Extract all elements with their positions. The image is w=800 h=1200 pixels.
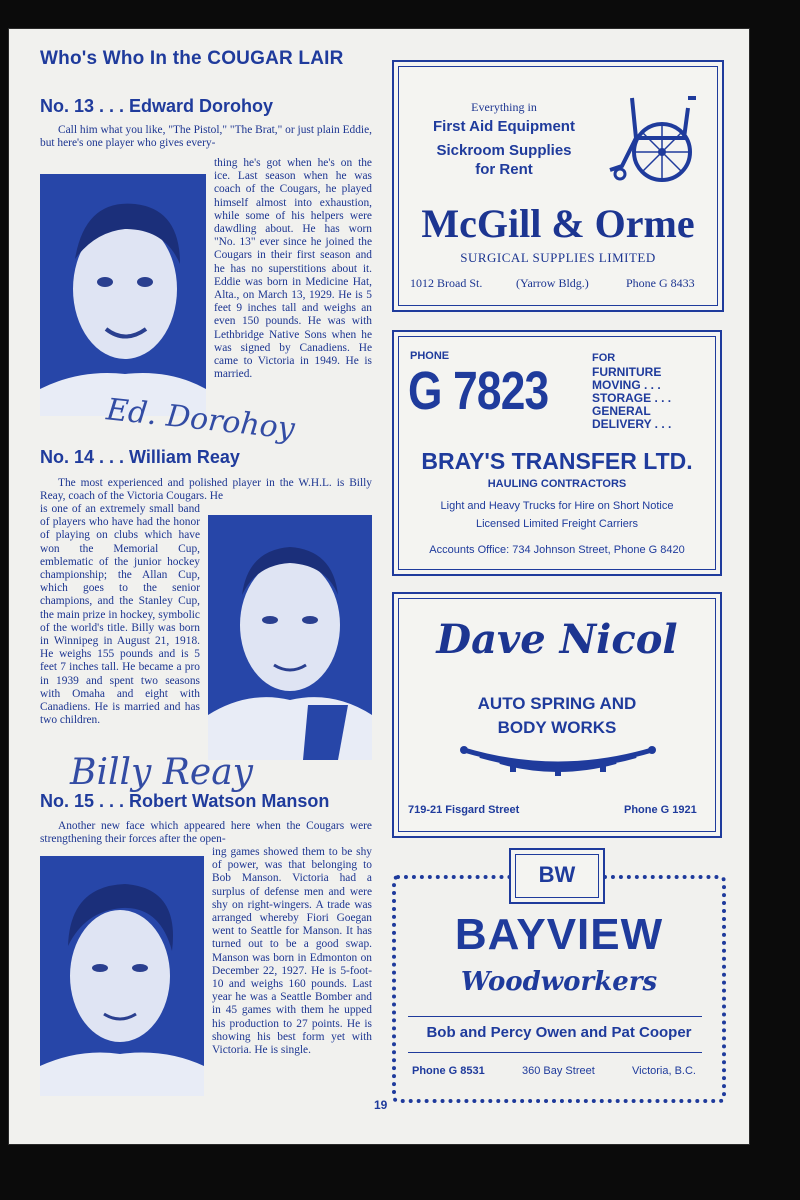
ad-brays-sub: HAULING CONTRACTORS: [487, 478, 627, 490]
player-bio-dorohoy: thing he's got when he's on the ice. Last season when he was coach of the Cougars, he played himself almost into exhaustion, while some of his helpers were dawdling about. He has worn "No. 13" ever since he joined the Cougars in their first season and he has no superstitions about it. Eddie was born in Medicine Hat, Alta., on March 13, 1929. He is 5 feet 9 inches tall and weighs an even 150 pounds. He was with Lethbridge Native Sons when he was signed by Canadiens. He came to Victoria in 1949. He is married.: [214, 157, 372, 381]
ad-bayview-sub: Woodworkers: [460, 967, 658, 997]
page-header: Who's Who In the COUGAR LAIR: [40, 48, 344, 69]
ad-mcgill-line3: Sickroom Supplies: [436, 142, 572, 159]
player-title-reay: No. 14 . . . William Reay: [40, 447, 240, 467]
ad-brays-line2: Licensed Limited Freight Carriers: [475, 518, 638, 530]
ad-mcgill-line1: Everything in: [471, 100, 537, 114]
ad-bayview-owners: Bob and Percy Owen and Pat Cooper: [426, 1024, 692, 1041]
ad-brays-accounts: Accounts Office: 734 Johnson Street, Phone G 8420: [429, 544, 685, 556]
ad-brays-name: BRAY'S TRANSFER LTD.: [421, 448, 693, 474]
player-bio-manson: ing games showed them to be shy of power, was that belonging to Bob Manson. Victoria had a surplus of defense men and were shy on right-wingers. A trade was arranged whereby Fiori Goegan went to Seattle for Manson. It has turned out to be a good swap. Manson was born in Edmonton on December 22, 1927. He is 5-foot-10 and weighs 160 pounds. Last year he was a Seattle Bomber and in 45 games with them he upped his production to 27 points. He is showing his best form yet with Victoria. He is single.: [212, 846, 372, 1057]
ad-nicol-line1: AUTO SPRING AND: [477, 694, 637, 713]
ad-nicol-line2: BODY WORKS: [497, 718, 617, 737]
player-photo-dorohoy: [40, 174, 206, 416]
signature-dorohoy: Ed. Dorohoy: [104, 392, 297, 447]
ad-mcgill-name: McGill & Orme: [421, 201, 695, 246]
signature-reay: Billy Reay: [70, 752, 253, 793]
ad-mcgill-address: 1012 Broad St.: [410, 276, 483, 290]
ad-brays-for-label: FOR: [592, 352, 616, 364]
ad-brays-phone: G 7823: [408, 361, 549, 421]
player-title-manson: No. 15 . . . Robert Watson Manson: [40, 791, 330, 811]
ad-bayview-logo: [509, 848, 605, 904]
ad-mcgill-orme: [392, 60, 724, 312]
page-number: 19: [374, 1098, 388, 1112]
player-bio-intro-reay: The most experienced and polished player in the W.H.L. is Billy Reay, coach of the Victoria Cougars. He: [40, 477, 372, 503]
ad-mcgill-line4: for Rent: [475, 161, 533, 178]
ad-brays-service: STORAGE . . .: [592, 391, 672, 405]
ad-bayview-divider: [408, 1016, 702, 1017]
ad-bayview-phone: Phone G 8531: [412, 1065, 485, 1077]
ad-brays-service: GENERAL: [592, 404, 651, 418]
player-photo-reay: [208, 515, 372, 760]
player-bio-intro-manson: Another new face which appeared here when the Cougars were strengthening their forces after the open-: [40, 820, 372, 846]
wheelchair-icon: [602, 88, 702, 193]
ad-bayview-city: Victoria, B.C.: [632, 1065, 696, 1077]
ad-brays-phone-label: PHONE: [410, 350, 450, 362]
ad-brays-transfer: [392, 330, 722, 576]
ad-mcgill-sub: SURGICAL SUPPLIES LIMITED: [460, 250, 656, 265]
ad-bayview-logo-text: BW: [538, 862, 576, 887]
ad-brays-line1: Light and Heavy Trucks for Hire on Short Notice: [440, 500, 674, 512]
ad-nicol-name: Dave Nicol: [436, 616, 678, 663]
ad-bayview-divider: [408, 1052, 702, 1053]
ad-brays-service: MOVING . . .: [592, 378, 661, 392]
player-photo-manson: [40, 856, 204, 1096]
ad-bayview-address: 360 Bay Street: [522, 1065, 595, 1077]
player-bio-intro-dorohoy: Call him what you like, "The Pistol," "The Brat," or just plain Eddie, but here's one player who gives every-: [40, 124, 372, 150]
player-bio-reay: is one of an extremely small band of players who have had the honor of playing on clubs which have won the Memorial Cup, emblematic of the junior hockey championship; the Allan Cup, which goes to the senior champions, and the Stanley Cup, the main prize in hockey, symbolic of the world's title. Billy was born in Winnipeg in August 21, 1918. He weighs 155 pounds and is 5 feet 7 inches tall. He became a pro in 1939 and spent two seasons with Omaha and eight with Canadiens. He is married and has two children.: [40, 503, 200, 727]
ad-mcgill-line2: First Aid Equipment: [433, 118, 575, 135]
ad-dave-nicol: [392, 592, 722, 838]
ad-brays-services: [592, 366, 671, 431]
ad-mcgill-building: (Yarrow Bldg.): [516, 276, 589, 290]
ad-brays-service: FURNITURE: [592, 365, 662, 379]
ad-mcgill-phone: Phone G 8433: [626, 276, 695, 290]
ad-bayview-name: BAYVIEW: [454, 910, 664, 959]
ad-nicol-address: 719-21 Fisgard Street: [408, 804, 520, 816]
ad-nicol-phone: Phone G 1921: [624, 804, 697, 816]
player-title-dorohoy: No. 13 . . . Edward Dorohoy: [40, 96, 274, 116]
ad-brays-service: DELIVERY . . .: [592, 417, 672, 431]
leaf-spring-icon: [460, 744, 656, 783]
